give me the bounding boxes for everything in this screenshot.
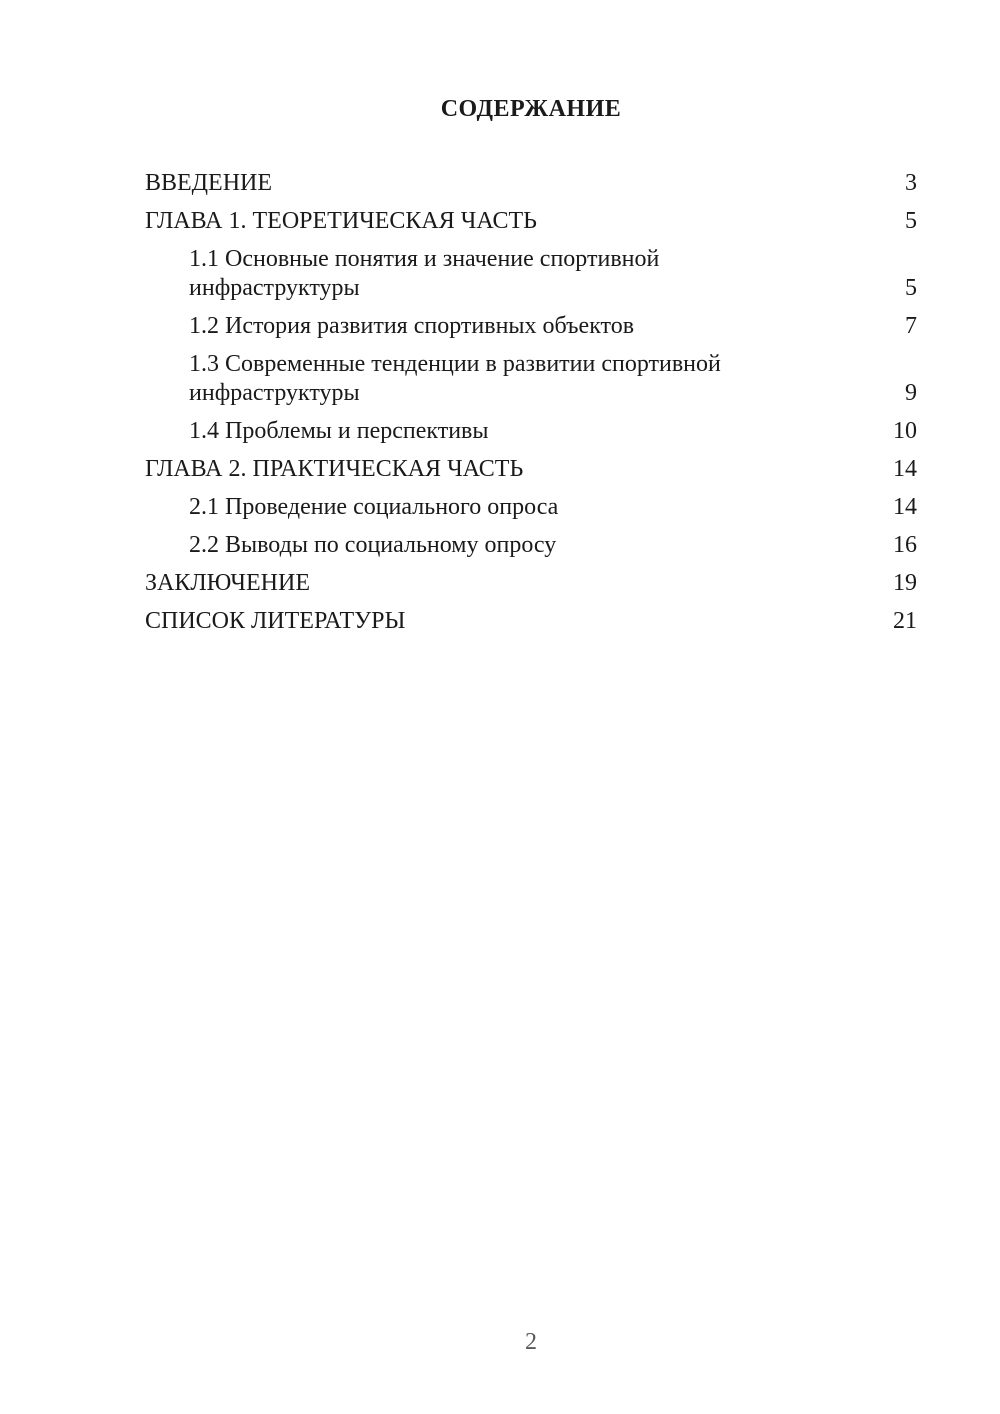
toc-entry-line: 2.2 Выводы по социальному опросу <box>189 532 557 558</box>
toc-entry-title <box>145 312 889 341</box>
toc-entry-line: ГЛАВА 1. ТЕОРЕТИЧЕСКАЯ ЧАСТЬ <box>145 208 537 234</box>
toc-entry-line: 1.2 История развития спортивных объектов <box>189 313 635 339</box>
toc-entry-title <box>145 493 877 522</box>
toc-entry-page-number: 14 <box>893 456 917 482</box>
toc-entry <box>145 455 917 484</box>
toc-entry <box>145 169 917 198</box>
toc-entry-line: ЗАКЛЮЧЕНИЕ <box>145 570 310 596</box>
toc-entry-page-number: 10 <box>893 418 917 444</box>
toc-entry-line: СПИСОК ЛИТЕРАТУРЫ <box>145 608 406 634</box>
toc-entry <box>145 607 917 636</box>
toc-entry-title <box>145 569 877 598</box>
toc-entry-title <box>145 417 877 446</box>
toc-entry-line: 1.3 Современные тенденции в развитии спортивной <box>189 351 721 377</box>
toc-content <box>0 0 1000 636</box>
toc-entry-title <box>145 607 877 636</box>
toc-entry-page-number: 5 <box>905 208 917 234</box>
footer-page-number: 2 <box>525 1329 537 1355</box>
toc-entry-line: 1.4 Проблемы и перспективы <box>189 418 489 444</box>
toc-entry <box>145 245 917 303</box>
toc-entry-line: инфраструктуры <box>189 275 360 301</box>
toc-entry <box>145 493 917 522</box>
toc-list <box>145 169 917 636</box>
toc-entry-page-number: 19 <box>893 570 917 596</box>
toc-entry-line: 2.1 Проведение социального опроса <box>189 494 559 520</box>
toc-entry-title <box>145 169 889 198</box>
toc-entry-line: 1.1 Основные понятия и значение спортивной <box>189 246 660 272</box>
toc-entry-line: ВВЕДЕНИЕ <box>145 170 273 196</box>
toc-entry-page-number: 7 <box>905 313 917 339</box>
page-title: СОДЕРЖАНИЕ <box>440 96 622 122</box>
toc-entry-line: инфраструктуры <box>189 380 360 406</box>
toc-entry-title <box>145 531 877 560</box>
toc-entry-line: ГЛАВА 2. ПРАКТИЧЕСКАЯ ЧАСТЬ <box>145 456 524 482</box>
toc-entry-title <box>145 207 889 236</box>
toc-entry-title <box>145 455 877 484</box>
toc-entry-title <box>145 245 889 303</box>
toc-entry-page-number: 21 <box>893 608 917 634</box>
toc-entry <box>145 207 917 236</box>
toc-entry <box>145 569 917 598</box>
toc-entry <box>145 417 917 446</box>
toc-entry-page-number: 16 <box>893 532 917 558</box>
toc-entry-title <box>145 350 889 408</box>
toc-entry-page-number: 9 <box>905 380 917 406</box>
toc-entry-page-number: 5 <box>905 275 917 301</box>
toc-entry <box>145 350 917 408</box>
toc-entry <box>145 312 917 341</box>
toc-entry <box>145 531 917 560</box>
toc-entry-page-number: 14 <box>893 494 917 520</box>
toc-entry-page-number: 3 <box>905 170 917 196</box>
